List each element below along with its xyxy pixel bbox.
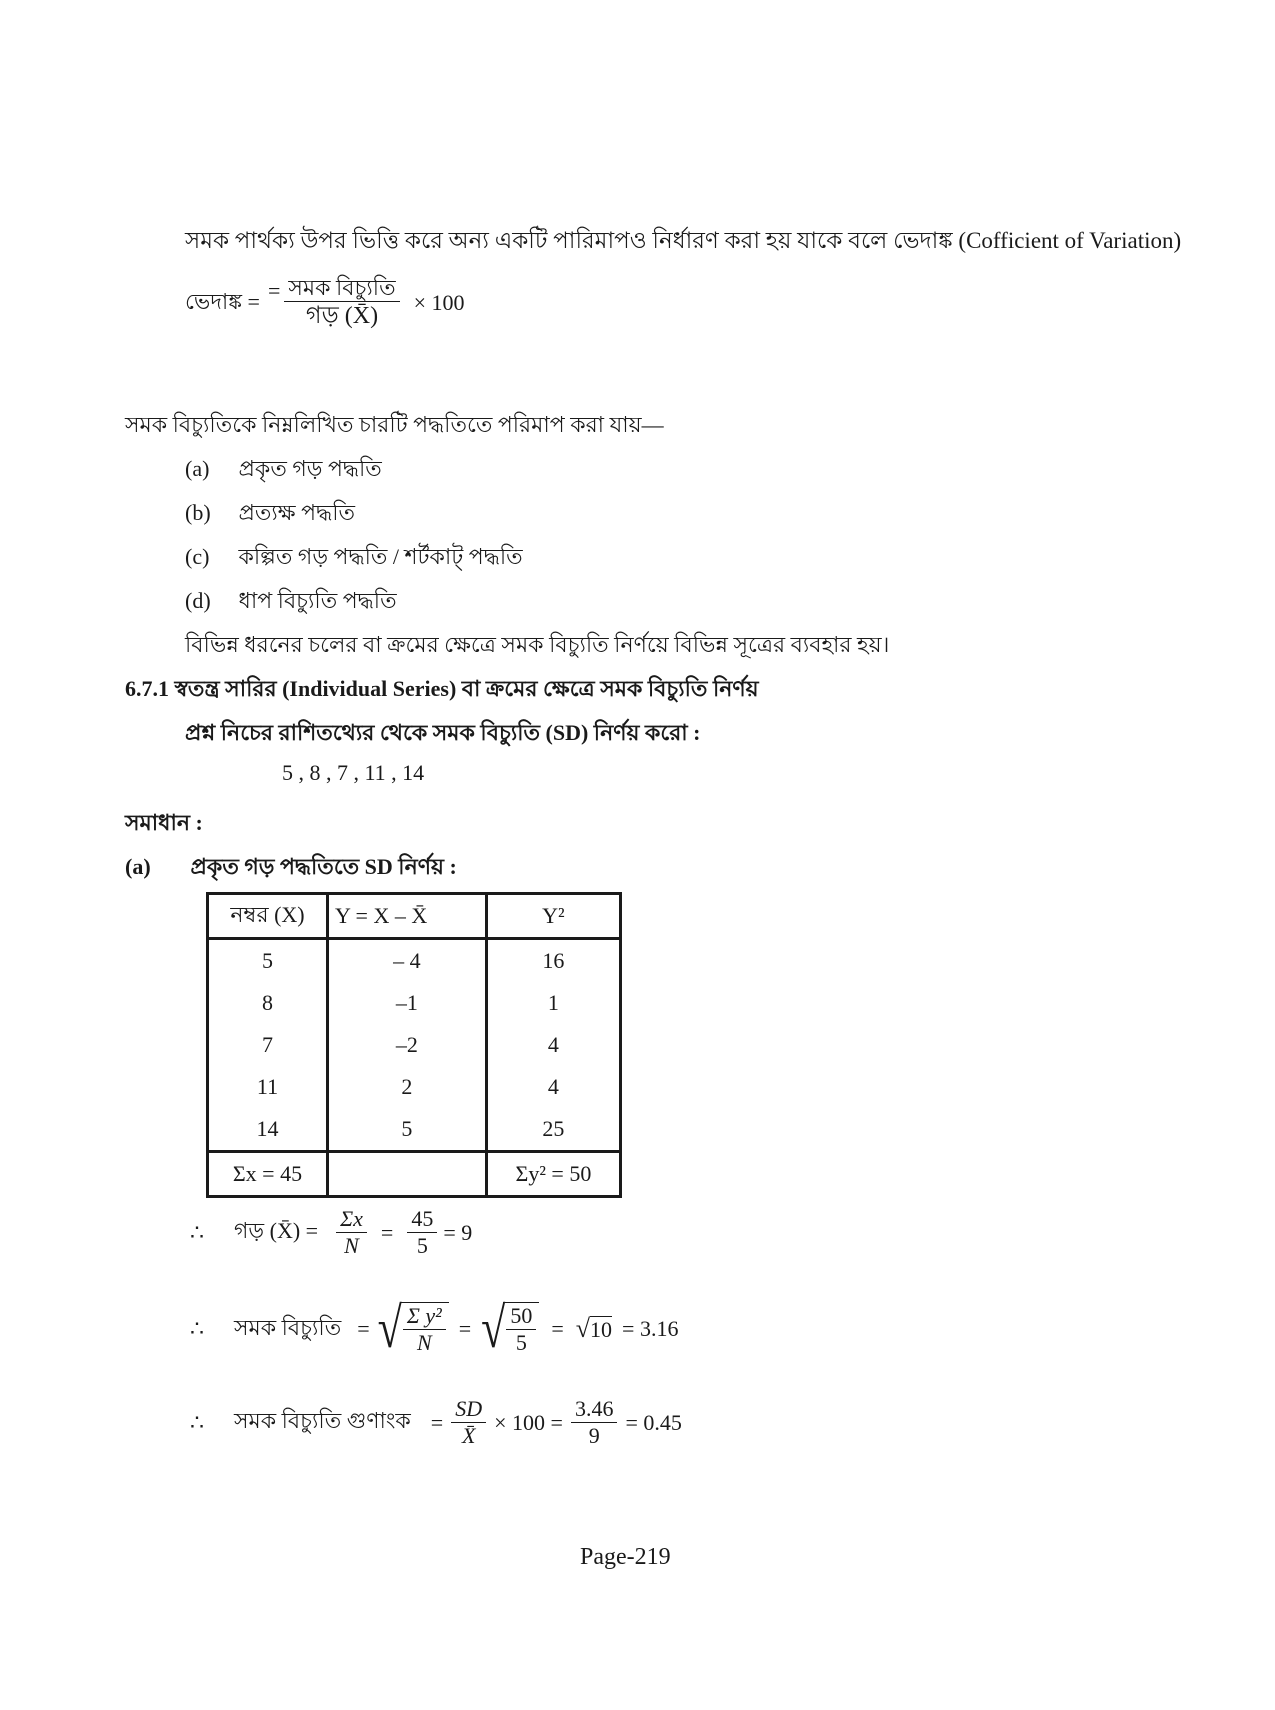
cv-formula xyxy=(185,275,465,331)
mean-numerator: Σx xyxy=(336,1206,367,1233)
cv-numerator-value: 3.46 xyxy=(571,1396,618,1423)
therefore-symbol: ∴ xyxy=(190,1316,204,1342)
sd-equals: = xyxy=(458,1316,472,1342)
radical-icon: √ xyxy=(377,1296,402,1361)
sub-heading-text: প্রকৃত গড় পদ্ধতিতে SD নির্ণয় : xyxy=(190,854,457,879)
question: প্রশ্ন নিচের রাশিতথ্যের থেকে সমক বিচ্যুতি (SD) নির্ণয় করো : xyxy=(185,720,701,745)
method-label: (b) xyxy=(185,500,211,525)
cv-formula-numerator: সমক বিচ্যুতি xyxy=(284,275,399,302)
mean-fraction-symbolic xyxy=(336,1206,367,1260)
mean-label: গড় (X̄) = xyxy=(234,1218,319,1244)
mean-denominator-value: 5 xyxy=(416,1233,428,1259)
sqrt-symbolic-fraction xyxy=(400,1302,449,1357)
sqrt-ten-value: 10 xyxy=(590,1316,613,1342)
cv-label: সমক বিচ্যুতি গুণাংক xyxy=(234,1408,411,1434)
method-item xyxy=(185,452,382,489)
mean-calculation xyxy=(190,1206,472,1260)
cv-formula-fraction xyxy=(284,275,399,331)
table-row xyxy=(208,982,621,1024)
cv-formula-times: × 100 xyxy=(413,290,465,316)
cv-formula-denominator: গড় (X̄) xyxy=(305,303,379,330)
solution-label: সমাধান : xyxy=(125,810,203,835)
sqrt-symbolic xyxy=(377,1296,449,1361)
method-text: ধাপ বিচ্যুতি পদ্ধতি xyxy=(238,588,397,613)
therefore-symbol: ∴ xyxy=(190,1219,204,1245)
sd-numerator-value: 50 xyxy=(506,1303,536,1330)
table-cell: 1 xyxy=(486,982,620,1024)
table-cell: 2 xyxy=(327,1066,486,1108)
cv-fraction-values xyxy=(571,1396,618,1450)
table-cell: 25 xyxy=(486,1108,620,1152)
table-row xyxy=(208,1108,621,1152)
table-cell: – 4 xyxy=(327,939,486,983)
table-header: Y² xyxy=(486,894,620,939)
table-header: Y = X – X̄ xyxy=(327,894,486,939)
therefore-symbol: ∴ xyxy=(190,1409,204,1435)
table-cell: 5 xyxy=(208,939,328,983)
table-row xyxy=(208,939,621,983)
table-header-row xyxy=(208,894,621,939)
radical-icon: √ xyxy=(575,1314,591,1344)
cv-denominator: X̄ xyxy=(461,1423,476,1449)
table-total xyxy=(327,1152,486,1197)
method-label: (d) xyxy=(185,588,211,613)
mean-numerator-value: 45 xyxy=(407,1206,437,1233)
table-total-row xyxy=(208,1152,621,1197)
sd-label: সমক বিচ্যুতি xyxy=(234,1314,342,1340)
method-item xyxy=(185,584,397,621)
sub-label: (a) xyxy=(125,854,151,879)
table-cell: –1 xyxy=(327,982,486,1024)
table-row xyxy=(208,1024,621,1066)
sd-table xyxy=(206,892,622,1198)
sd-numerator: Σ y² xyxy=(403,1303,446,1330)
question-data: 5 , 8 , 7 , 11 , 14 xyxy=(282,760,425,785)
cv-fraction-symbolic xyxy=(451,1396,486,1450)
table-total: Σy² = 50 xyxy=(486,1152,620,1197)
sd-calculation xyxy=(190,1296,679,1361)
sd-equals: = xyxy=(357,1316,370,1342)
table-cell: 7 xyxy=(208,1024,328,1066)
mean-fraction-values xyxy=(407,1206,437,1260)
table-header: নম্বর (X) xyxy=(208,894,328,939)
sd-denominator-value: 5 xyxy=(515,1330,527,1356)
cv-times: × 100 = xyxy=(494,1409,563,1435)
mean-denominator: N xyxy=(344,1233,359,1259)
table-cell: 4 xyxy=(486,1066,620,1108)
sub-heading xyxy=(125,850,457,887)
cv-denominator-value: 9 xyxy=(588,1423,600,1449)
sqrt-values xyxy=(481,1296,539,1361)
cv-equals: = xyxy=(430,1409,444,1435)
table-cell: 14 xyxy=(208,1108,328,1152)
cv-numerator: SD xyxy=(451,1396,486,1423)
table-cell: 8 xyxy=(208,982,328,1024)
table-cell: 11 xyxy=(208,1066,328,1108)
cv-formula-eq: = xyxy=(267,278,281,304)
methods-note: বিভিন্ন ধরনের চলের বা ক্রমের ক্ষেত্রে সমক বিচ্যুতি নির্ণয়ে বিভিন্ন সূত্রের ব্যবহার হয়। xyxy=(185,632,890,657)
method-text: প্রকৃত গড় পদ্ধতি xyxy=(238,456,382,481)
method-text: প্রত্যক্ষ পদ্ধতি xyxy=(238,500,356,525)
methods-intro: সমক বিচ্যুতিকে নিম্নলিখিত চারটি পদ্ধতিতে পরিমাপ করা যায়— xyxy=(125,412,664,437)
sqrt-values-fraction xyxy=(503,1302,539,1357)
method-item xyxy=(185,540,523,577)
table-row xyxy=(208,1066,621,1108)
radical-icon: √ xyxy=(481,1296,506,1361)
cv-calculation xyxy=(190,1396,682,1450)
table-cell: 4 xyxy=(486,1024,620,1066)
method-text: কল্পিত গড় পদ্ধতি / শর্টকাট্ পদ্ধতি xyxy=(238,544,523,569)
table-total: Σx = 45 xyxy=(208,1152,328,1197)
cv-result: = 0.45 xyxy=(625,1409,682,1435)
cv-formula-lhs: ভেদাঙ্ক = xyxy=(185,288,260,314)
method-label: (c) xyxy=(185,544,210,569)
intro-text: সমক পার্থক্য উপর ভিত্তি করে অন্য একটি পারিমাপও নির্ধারণ করা হয় যাকে বলে ভেদাঙ্ক (Cofficient of Variation) xyxy=(185,228,1182,253)
sqrt-ten xyxy=(576,1314,612,1344)
table-cell: 5 xyxy=(327,1108,486,1152)
sd-result: = 3.16 xyxy=(622,1316,679,1342)
method-label: (a) xyxy=(185,456,210,481)
method-item xyxy=(185,496,355,533)
table-cell: –2 xyxy=(327,1024,486,1066)
mean-equals: = xyxy=(380,1219,394,1245)
table-cell: 16 xyxy=(486,939,620,983)
sd-denominator: N xyxy=(416,1330,432,1356)
page-number: Page-219 xyxy=(580,1544,671,1570)
section-heading: 6.7.1 স্বতন্ত্র সারির (Individual Series) বা ক্রমের ক্ষেত্রে সমক বিচ্যুতি নির্ণয় xyxy=(125,676,759,701)
mean-result: = 9 xyxy=(443,1219,473,1245)
sd-equals: = xyxy=(551,1316,564,1342)
